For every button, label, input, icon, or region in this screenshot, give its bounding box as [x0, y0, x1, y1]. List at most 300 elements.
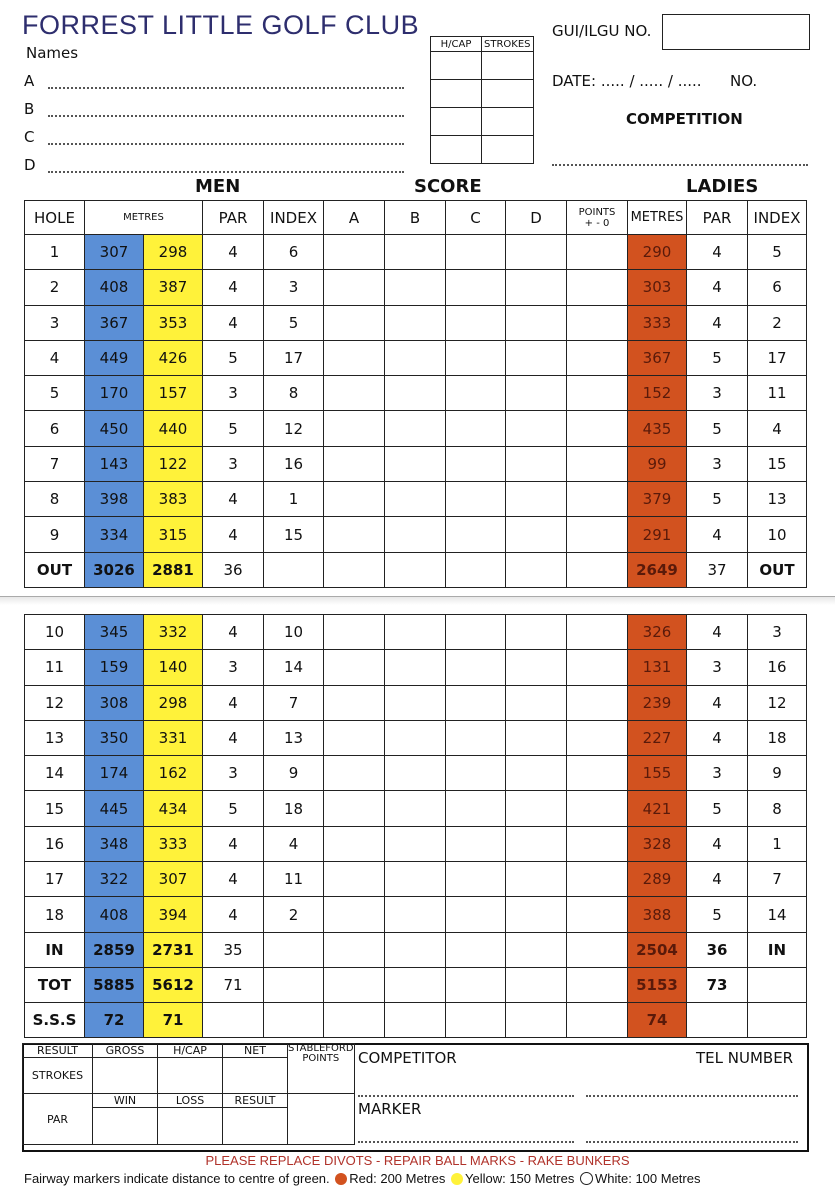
score-cell-a[interactable] [324, 791, 385, 826]
score-cell-c[interactable] [446, 517, 506, 552]
score-cell-a[interactable] [324, 235, 385, 270]
ladies-par: 4 [687, 720, 748, 755]
ladies-metres: 333 [628, 305, 687, 340]
score-cell-b[interactable] [385, 411, 446, 446]
strokes-cell-b[interactable] [482, 80, 534, 108]
ladies-par: 5 [687, 897, 748, 932]
points-cell[interactable] [567, 1002, 628, 1037]
men-par: 3 [203, 756, 264, 791]
ladies-index: 4 [748, 411, 807, 446]
points-cell[interactable] [567, 897, 628, 932]
name-row-label: A [24, 72, 35, 90]
points-cell[interactable] [567, 615, 628, 650]
ladies-metres: 303 [628, 270, 687, 305]
ladies-metres: 74 [628, 1002, 687, 1037]
name-entry-line[interactable] [48, 142, 404, 145]
ladies-par: 4 [687, 270, 748, 305]
score-cell-b[interactable] [385, 862, 446, 897]
score-cell-b[interactable] [385, 446, 446, 481]
score-cell-d[interactable] [506, 615, 567, 650]
score-cell-d[interactable] [506, 897, 567, 932]
total-row [25, 967, 807, 1002]
hole-row [25, 897, 807, 932]
score-cell-a[interactable] [324, 305, 385, 340]
score-cell-a[interactable] [324, 517, 385, 552]
blue-metres: 350 [85, 720, 144, 755]
score-cell-a[interactable] [324, 411, 385, 446]
men-heading: MEN [195, 176, 241, 197]
score-cell-a[interactable] [324, 270, 385, 305]
hole-row [25, 756, 807, 791]
score-cell-c[interactable] [446, 235, 506, 270]
points-cell[interactable] [567, 482, 628, 517]
points-cell[interactable] [567, 552, 628, 587]
points-cell[interactable] [567, 826, 628, 861]
score-cell-c[interactable] [446, 305, 506, 340]
stableford-cell[interactable] [288, 1094, 355, 1145]
yellow-marker-icon [451, 1173, 463, 1185]
score-cell-c[interactable] [446, 826, 506, 861]
blue-metres: 174 [85, 756, 144, 791]
score-cell-a[interactable] [324, 340, 385, 375]
yellow-metres: 5612 [144, 967, 203, 1002]
blue-metres: 307 [85, 235, 144, 270]
ladies-metres: 435 [628, 411, 687, 446]
gui-label: GUI/ILGU NO. [552, 22, 652, 40]
ladies-metres: 388 [628, 897, 687, 932]
hole-number: S.S.S [25, 1002, 85, 1037]
name-entry-line[interactable] [48, 170, 404, 173]
ladies-index: 1 [748, 826, 807, 861]
score-cell-c[interactable] [446, 552, 506, 587]
men-par: 5 [203, 340, 264, 375]
hole-number: 1 [25, 235, 85, 270]
ladies-metres: 328 [628, 826, 687, 861]
yellow-metres: 426 [144, 340, 203, 375]
points-cell[interactable] [567, 650, 628, 685]
blue-metres: 72 [85, 1002, 144, 1037]
men-index: 15 [264, 517, 324, 552]
blue-metres: 5885 [85, 967, 144, 1002]
ladies-index: IN [748, 932, 807, 967]
points-cell[interactable] [567, 862, 628, 897]
points-cell[interactable] [567, 756, 628, 791]
col-ladies-par: PAR [687, 201, 748, 235]
hole-row [25, 411, 807, 446]
hole-row [25, 517, 807, 552]
result2-header: RESULT [223, 1094, 288, 1108]
hcap-cell-b[interactable] [431, 80, 482, 108]
score-cell-b[interactable] [385, 615, 446, 650]
men-index: 18 [264, 791, 324, 826]
strokes-header: STROKES [482, 37, 534, 52]
no-label: NO. [730, 72, 758, 90]
score-cell-c[interactable] [446, 446, 506, 481]
score-cell-c[interactable] [446, 615, 506, 650]
men-index: 7 [264, 685, 324, 720]
blue-metres: 308 [85, 685, 144, 720]
yellow-metres: 162 [144, 756, 203, 791]
ladies-metres: 291 [628, 517, 687, 552]
score-cell-d[interactable] [506, 791, 567, 826]
ladies-index: 18 [748, 720, 807, 755]
ladies-metres: 5153 [628, 967, 687, 1002]
name-row-a[interactable] [24, 72, 404, 92]
yellow-metres: 353 [144, 305, 203, 340]
col-player-b: B [385, 201, 446, 235]
men-par: 4 [203, 862, 264, 897]
blue-metres: 449 [85, 340, 144, 375]
score-cell-a[interactable] [324, 756, 385, 791]
score-cell-b[interactable] [385, 720, 446, 755]
blue-metres: 334 [85, 517, 144, 552]
men-index: 10 [264, 615, 324, 650]
ladies-par: 37 [687, 552, 748, 587]
ladies-par: 4 [687, 235, 748, 270]
ladies-par: 5 [687, 482, 748, 517]
score-cell-b[interactable] [385, 235, 446, 270]
name-entry-line[interactable] [48, 114, 404, 117]
score-cell-d[interactable] [506, 482, 567, 517]
men-par: 4 [203, 517, 264, 552]
men-index: 9 [264, 756, 324, 791]
ladies-heading: LADIES [686, 176, 759, 197]
score-cell-d[interactable] [506, 411, 567, 446]
points-cell[interactable] [567, 967, 628, 1002]
total-row [25, 1002, 807, 1037]
date-label: DATE: ..... / ..... / ..... [552, 72, 702, 90]
men-par: 4 [203, 235, 264, 270]
score-heading: SCORE [414, 176, 482, 197]
points-cell[interactable] [567, 340, 628, 375]
score-cell-c[interactable] [446, 756, 506, 791]
ladies-par: 4 [687, 305, 748, 340]
score-cell-a[interactable] [324, 552, 385, 587]
hole-number: 14 [25, 756, 85, 791]
ladies-index [748, 1002, 807, 1037]
strokes-cell-c[interactable] [482, 108, 534, 136]
score-cell-c[interactable] [446, 376, 506, 411]
men-index: 3 [264, 270, 324, 305]
blue-metres: 2859 [85, 932, 144, 967]
score-cell-d[interactable] [506, 932, 567, 967]
men-index [264, 1002, 324, 1037]
marker-line[interactable] [358, 1140, 574, 1143]
score-cell-b[interactable] [385, 826, 446, 861]
score-cell-a[interactable] [324, 650, 385, 685]
yellow-metres: 331 [144, 720, 203, 755]
ladies-index: 12 [748, 685, 807, 720]
score-cell-c[interactable] [446, 862, 506, 897]
score-cell-d[interactable] [506, 305, 567, 340]
points-label: POINTS [578, 206, 616, 218]
yellow-metres: 332 [144, 615, 203, 650]
yellow-metres: 71 [144, 1002, 203, 1037]
ladies-par: 4 [687, 685, 748, 720]
yellow-metres: 434 [144, 791, 203, 826]
yellow-metres: 122 [144, 446, 203, 481]
score-cell-a[interactable] [324, 720, 385, 755]
ladies-par: 4 [687, 862, 748, 897]
hole-number: 11 [25, 650, 85, 685]
ladies-index: 8 [748, 791, 807, 826]
yellow-metres: 394 [144, 897, 203, 932]
hole-number: 2 [25, 270, 85, 305]
ladies-par: 4 [687, 517, 748, 552]
name-row-c[interactable] [24, 128, 404, 148]
competition-line[interactable] [552, 164, 808, 166]
points-cell[interactable] [567, 791, 628, 826]
score-cell-c[interactable] [446, 791, 506, 826]
name-entry-line[interactable] [48, 86, 404, 89]
ladies-metres: 326 [628, 615, 687, 650]
points-cell[interactable] [567, 376, 628, 411]
ladies-index: 10 [748, 517, 807, 552]
score-cell-d[interactable] [506, 756, 567, 791]
score-cell-a[interactable] [324, 615, 385, 650]
name-row-b[interactable] [24, 100, 404, 120]
hole-row [25, 720, 807, 755]
name-row-d[interactable] [24, 156, 404, 176]
loss-cell[interactable] [158, 1108, 223, 1145]
score-cell-b[interactable] [385, 1002, 446, 1037]
marker-tel-line[interactable] [586, 1140, 798, 1143]
score-cell-c[interactable] [446, 720, 506, 755]
points-cell[interactable] [567, 720, 628, 755]
score-cell-c[interactable] [446, 967, 506, 1002]
men-par: 36 [203, 552, 264, 587]
result2-cell[interactable] [223, 1108, 288, 1145]
tel-label: TEL NUMBER [696, 1049, 794, 1067]
score-cell-c[interactable] [446, 270, 506, 305]
result-header: RESULT [23, 1044, 93, 1058]
tel-line[interactable] [586, 1094, 798, 1097]
score-cell-a[interactable] [324, 446, 385, 481]
score-cell-b[interactable] [385, 791, 446, 826]
men-par: 4 [203, 685, 264, 720]
score-cell-d[interactable] [506, 517, 567, 552]
score-cell-d[interactable] [506, 376, 567, 411]
yellow-metres: 383 [144, 482, 203, 517]
score-cell-d[interactable] [506, 967, 567, 1002]
score-cell-b[interactable] [385, 685, 446, 720]
score-cell-c[interactable] [446, 897, 506, 932]
ladies-index: 15 [748, 446, 807, 481]
hole-number: 17 [25, 862, 85, 897]
score-cell-b[interactable] [385, 517, 446, 552]
col-hole: HOLE [25, 201, 85, 235]
blue-metres: 450 [85, 411, 144, 446]
score-cell-b[interactable] [385, 482, 446, 517]
score-cell-d[interactable] [506, 720, 567, 755]
col-index: INDEX [264, 201, 324, 235]
hcap-cell-c[interactable] [431, 108, 482, 136]
hole-number: TOT [25, 967, 85, 1002]
hole-row [25, 826, 807, 861]
ladies-metres: 227 [628, 720, 687, 755]
ladies-par: 3 [687, 756, 748, 791]
yellow-metres: 140 [144, 650, 203, 685]
ladies-index: 2 [748, 305, 807, 340]
score-cell-c[interactable] [446, 1002, 506, 1037]
points-cell[interactable] [567, 517, 628, 552]
strokes-cell-d[interactable] [482, 136, 534, 164]
score-cell-c[interactable] [446, 685, 506, 720]
score-cell-b[interactable] [385, 552, 446, 587]
red-marker-text: Red: 200 Metres [349, 1171, 446, 1186]
men-index: 6 [264, 235, 324, 270]
score-cell-a[interactable] [324, 482, 385, 517]
hole-row [25, 685, 807, 720]
men-par: 4 [203, 897, 264, 932]
blue-metres: 408 [85, 270, 144, 305]
yellow-metres: 157 [144, 376, 203, 411]
men-index: 16 [264, 446, 324, 481]
score-cell-d[interactable] [506, 862, 567, 897]
score-cell-a[interactable] [324, 967, 385, 1002]
blue-metres: 367 [85, 305, 144, 340]
score-cell-a[interactable] [324, 932, 385, 967]
score-cell-d[interactable] [506, 340, 567, 375]
hole-number: 4 [25, 340, 85, 375]
gross-cell[interactable] [93, 1058, 158, 1094]
ladies-metres: 131 [628, 650, 687, 685]
score-cell-d[interactable] [506, 650, 567, 685]
ladies-index: 5 [748, 235, 807, 270]
score-cell-b[interactable] [385, 897, 446, 932]
score-cell-a[interactable] [324, 685, 385, 720]
hcap-res-cell[interactable] [158, 1058, 223, 1094]
score-cell-c[interactable] [446, 340, 506, 375]
points-cell[interactable] [567, 932, 628, 967]
col-player-d: D [506, 201, 567, 235]
points-cell[interactable] [567, 446, 628, 481]
blue-metres: 408 [85, 897, 144, 932]
win-cell[interactable] [93, 1108, 158, 1145]
score-cell-b[interactable] [385, 650, 446, 685]
col-player-a: A [324, 201, 385, 235]
score-cell-b[interactable] [385, 305, 446, 340]
blue-metres: 398 [85, 482, 144, 517]
men-par: 4 [203, 482, 264, 517]
yellow-metres: 387 [144, 270, 203, 305]
score-cell-c[interactable] [446, 411, 506, 446]
ladies-metres: 99 [628, 446, 687, 481]
score-cell-b[interactable] [385, 340, 446, 375]
competitor-line[interactable] [358, 1094, 574, 1097]
score-cell-b[interactable] [385, 967, 446, 1002]
hole-row [25, 482, 807, 517]
strokes-cell-a[interactable] [482, 52, 534, 80]
score-cell-d[interactable] [506, 446, 567, 481]
ladies-par: 5 [687, 411, 748, 446]
men-index: 17 [264, 340, 324, 375]
score-cell-a[interactable] [324, 826, 385, 861]
men-index: 8 [264, 376, 324, 411]
score-cell-c[interactable] [446, 482, 506, 517]
score-cell-d[interactable] [506, 1002, 567, 1037]
score-cell-c[interactable] [446, 650, 506, 685]
ladies-par: 5 [687, 791, 748, 826]
score-cell-d[interactable] [506, 685, 567, 720]
men-index [264, 967, 324, 1002]
score-cell-d[interactable] [506, 235, 567, 270]
ladies-index: 13 [748, 482, 807, 517]
marker-label: MARKER [358, 1100, 422, 1118]
hole-number: 15 [25, 791, 85, 826]
men-par: 3 [203, 446, 264, 481]
men-par: 35 [203, 932, 264, 967]
hole-number: 18 [25, 897, 85, 932]
score-cell-b[interactable] [385, 376, 446, 411]
men-par: 4 [203, 270, 264, 305]
ladies-index: 6 [748, 270, 807, 305]
points-cell[interactable] [567, 411, 628, 446]
score-cell-a[interactable] [324, 897, 385, 932]
stableford-header: STABLEFORD POINTS [288, 1044, 355, 1094]
yellow-metres: 2881 [144, 552, 203, 587]
score-cell-c[interactable] [446, 932, 506, 967]
men-par: 5 [203, 791, 264, 826]
men-index: 11 [264, 862, 324, 897]
ladies-index: OUT [748, 552, 807, 587]
hcap-cell-a[interactable] [431, 52, 482, 80]
hole-number: 8 [25, 482, 85, 517]
yellow-metres: 307 [144, 862, 203, 897]
score-cell-b[interactable] [385, 270, 446, 305]
points-cell[interactable] [567, 685, 628, 720]
hole-number: OUT [25, 552, 85, 587]
front-nine-table [24, 200, 807, 588]
competitor-label: COMPETITOR [358, 1049, 457, 1067]
men-index: 1 [264, 482, 324, 517]
score-cell-a[interactable] [324, 1002, 385, 1037]
yellow-metres: 2731 [144, 932, 203, 967]
white-marker-text: White: 100 Metres [594, 1171, 701, 1186]
men-index: 14 [264, 650, 324, 685]
score-cell-b[interactable] [385, 756, 446, 791]
men-index: 12 [264, 411, 324, 446]
score-cell-d[interactable] [506, 552, 567, 587]
gui-number-field[interactable] [662, 14, 810, 50]
score-cell-a[interactable] [324, 376, 385, 411]
points-cell[interactable] [567, 270, 628, 305]
score-cell-d[interactable] [506, 826, 567, 861]
strokes-row-label: STROKES [23, 1058, 93, 1094]
men-index: 5 [264, 305, 324, 340]
blue-metres: 170 [85, 376, 144, 411]
ladies-metres: 421 [628, 791, 687, 826]
ladies-index: 17 [748, 340, 807, 375]
ladies-par: 5 [687, 340, 748, 375]
ladies-metres: 2504 [628, 932, 687, 967]
net-cell[interactable] [223, 1058, 288, 1094]
points-cell[interactable] [567, 235, 628, 270]
hole-number: 7 [25, 446, 85, 481]
score-cell-b[interactable] [385, 932, 446, 967]
total-row [25, 932, 807, 967]
score-cell-a[interactable] [324, 862, 385, 897]
points-cell[interactable] [567, 305, 628, 340]
ladies-metres: 152 [628, 376, 687, 411]
hole-row [25, 305, 807, 340]
hcap-header: H/CAP [431, 37, 482, 52]
hole-row [25, 340, 807, 375]
men-par: 4 [203, 305, 264, 340]
score-cell-d[interactable] [506, 270, 567, 305]
hcap-cell-d[interactable] [431, 136, 482, 164]
men-index: 2 [264, 897, 324, 932]
